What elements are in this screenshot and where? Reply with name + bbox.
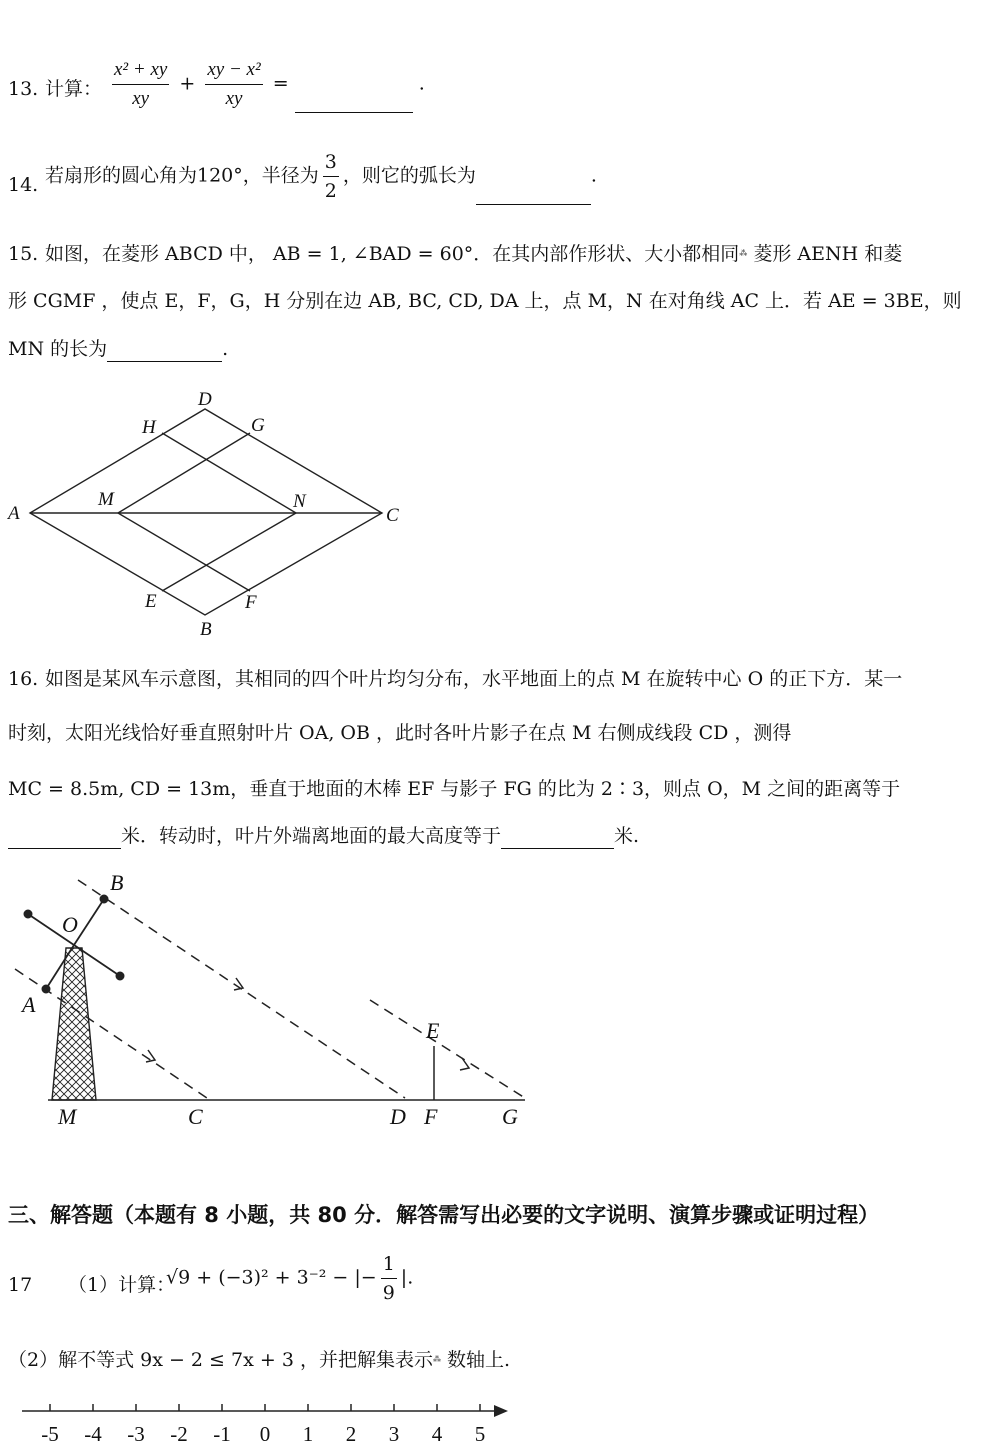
q14-period: . [590,164,597,187]
label-b: B [200,619,212,640]
q14-text-before: 若扇形的圆心角为120°，半径为 [45,164,319,187]
q13-frac2-numerator: xy − x² [205,56,262,85]
q13-expression [108,56,425,113]
label-a: A [8,503,20,524]
number-line-tick-label: -2 [170,1422,188,1446]
q17-part2-text: （2）解不等式 9x − 2 ≤ 7x + 3 ，并把解集表示 [8,1349,433,1371]
q16-answer-blank-2[interactable] [501,826,614,849]
q16-line-1: 如图是某风车示意图，其相同的四个叶片均匀分布，水平地面上的点 M 在旋转中心 O 的正下方．某一 [45,668,903,690]
number-line-tick-label: 3 [388,1422,400,1446]
q15-line-1 [45,241,902,267]
q16-line-4-text: 米．转动时，叶片外端离地面的最大高度等于 [121,825,502,847]
label-h: H [142,417,156,438]
sun-ray-through-a [15,969,207,1098]
label-g: G [502,1104,518,1129]
label-n: N [293,491,306,512]
q17-frac-numerator: 1 [381,1250,397,1279]
number-line-arrow [494,1405,508,1417]
blade-tip-left [24,910,31,917]
q16-line-2: 时刻，太阳光线恰好垂直照射叶片 OA, OB ，此时各叶片影子在点 M 右侧成线段 CD ，测得 [8,722,792,744]
q17-part2-end: 数轴上. [440,1349,511,1371]
blade-tip-right [116,972,123,979]
ray-arrow-2 [146,1050,155,1062]
label-e: E [426,1018,440,1043]
label-d: D [198,389,212,410]
label-d: D [390,1104,406,1129]
q15-rhombus-figure [0,385,420,640]
q15-line-3-text: MN 的长为 [8,338,108,360]
q13-fraction-2 [205,56,262,113]
label-o: O [62,912,78,937]
q13-fraction-1 [112,56,169,113]
q13-answer-blank[interactable] [295,90,413,113]
q13-period: . [418,72,425,95]
q16-windmill-figure [0,862,545,1137]
q13-frac1-denominator: xy [132,88,150,109]
q14-number: 14. [8,174,39,196]
label-m: M [98,489,114,510]
number-line-tick-label: 2 [345,1422,357,1446]
q14-text-after: ，则它的弧长为 [342,164,476,187]
label-a: A [22,992,36,1017]
label-c: C [386,505,399,526]
label-g: G [251,415,265,436]
q16-line-4-end: 米. [614,825,640,847]
number-line-tick-label: -3 [127,1422,145,1446]
q16-answer-blank-1[interactable] [8,826,121,849]
number-line-tick-label: -1 [213,1422,231,1446]
label-c: C [188,1104,203,1129]
label-m: M [58,1104,77,1129]
q14-frac-denominator: 2 [324,180,337,202]
label-f: F [424,1104,438,1129]
q17-number: 17 [8,1274,33,1296]
q13-equals-sign: = [272,72,289,95]
q14-answer-blank[interactable] [476,182,591,205]
q15-line-1-end: 菱形 AENH 和菱 [747,243,903,265]
q15-line-2: 形 CGMF ，使点 E，F，G，H 分别在边 AB, BC, CD, DA 上，点 M，N 在对角线 AC 上．若 AE = 3BE，则 [8,290,962,312]
q14-fraction [323,148,339,205]
q17-expression-end: |. [400,1266,414,1289]
q17-part1-label: （1）计算： [68,1274,176,1296]
number-line-tick-label: 5 [474,1422,486,1446]
number-line-tick-label: -4 [84,1422,102,1446]
q15-line-1-text: 如图，在菱形 ABCD 中， AB = 1, ∠BAD = 60°．在其内部作形状、大小都相同 [45,243,740,265]
q16-line-4 [8,823,639,849]
q17-expression-text: √9 + (−3)² + 3⁻² − |− [166,1266,377,1289]
number-line [0,1395,520,1450]
q13-plus-sign: + [179,72,196,95]
number-line-tick-label: 0 [259,1422,271,1446]
q17-fraction [381,1250,397,1307]
rhombus-abcd [30,409,382,615]
section-3-heading: 三、解答题（本题有 8 小题，共 80 分．解答需写出必要的文字说明、演算步骤或证明过程） [8,1203,880,1227]
q15-line-3 [8,336,228,362]
q13-frac1-numerator: x² + xy [112,56,169,85]
q13-label: 计算： [45,78,103,100]
q17-frac-denominator: 9 [382,1282,395,1304]
sun-ray-through-e [370,1000,525,1098]
label-f: F [245,592,257,613]
q13-frac2-denominator: xy [225,88,243,109]
q14-line [45,148,597,205]
label-b: B [110,870,124,895]
q17-part2 [8,1347,510,1373]
label-e: E [145,591,157,612]
q17-scan-mark: ⁂ [432,1355,441,1364]
q15-scan-mark: ⁂ [739,249,748,258]
number-line-tick-label: -5 [41,1422,59,1446]
q15-answer-blank[interactable] [107,339,222,362]
q13-number: 13. [8,78,39,100]
q16-number: 16. [8,668,39,690]
q17-expression [166,1250,413,1307]
q14-frac-numerator: 3 [323,148,339,177]
q16-line-3: MC = 8.5m, CD = 13m，垂直于地面的木棒 EF 与影子 FG 的比为 2∶3，则点 O，M 之间的距离等于 [8,778,901,800]
number-line-tick-label: 1 [302,1422,314,1446]
blade-ob [74,899,104,945]
number-line-tick-label: 4 [431,1422,443,1446]
q15-period: . [222,338,229,360]
q15-number: 15. [8,243,39,265]
